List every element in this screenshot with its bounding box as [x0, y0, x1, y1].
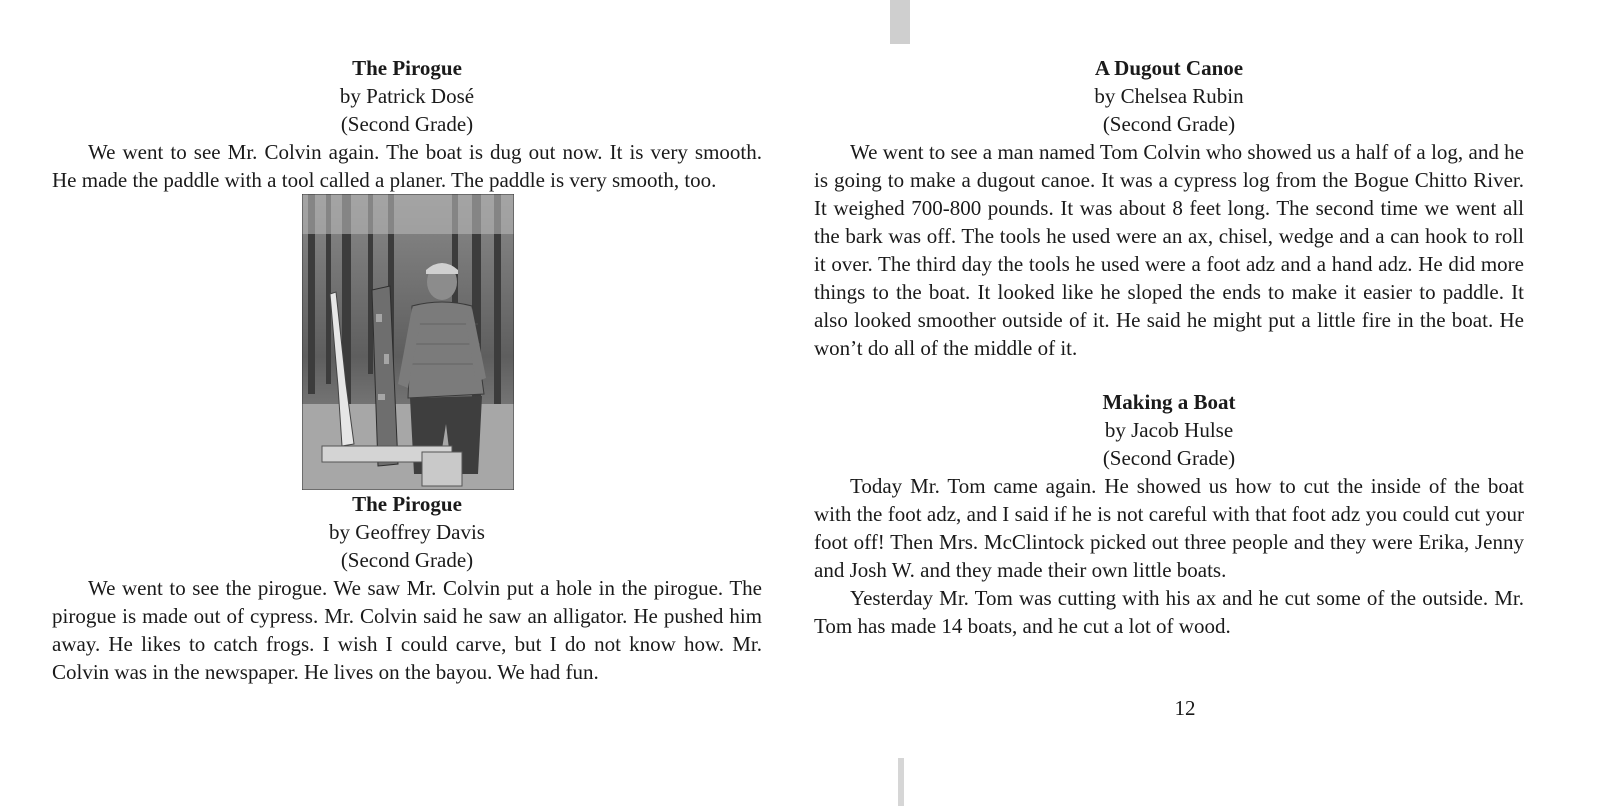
story-title: The Pirogue — [352, 492, 462, 516]
story-grade: (Second Grade) — [1102, 446, 1236, 470]
story-author: by Patrick Dosé — [339, 84, 475, 108]
story-title: A Dugout Canoe — [1094, 56, 1244, 80]
story-author: by Chelsea Rubin — [1094, 84, 1244, 108]
story-title: Making a Boat — [1102, 390, 1236, 414]
left-page — [52, 54, 762, 686]
photo-man-with-paddle-icon — [302, 194, 514, 490]
story-grade: (Second Grade) — [1102, 112, 1236, 136]
photo-figure — [302, 194, 514, 490]
story-author: by Jacob Hulse — [1104, 418, 1234, 442]
story-paragraph: Yesterday Mr. Tom was cutting with his ax and he cut some of the outside. Mr. Tom has made 14 boats, and he cut a lot of wood. — [814, 586, 1524, 638]
binding-shadow-top — [890, 0, 910, 44]
story-paragraph: We went to see Mr. Colvin again. The boat is dug out now. It is very smooth. He made the paddle with a tool called a planer. The paddle is very smooth, too. — [52, 140, 762, 192]
story-grade: (Second Grade) — [340, 548, 474, 572]
story-paragraph: We went to see the pirogue. We saw Mr. Colvin put a hole in the pirogue. The pirogue is made out of cypress. Mr. Colvin said he saw an alligator. He pushed him away. He likes to catch frogs. I wish I could carve, but I do not know how. Mr. Colvin was in the newspaper. He lives on the bayou. We had fun. — [52, 576, 762, 684]
story-spacer — [814, 362, 1524, 388]
story-title: The Pirogue — [352, 56, 462, 80]
story-making-a-boat — [814, 388, 1524, 640]
story-dugout-canoe — [814, 54, 1524, 362]
story-paragraph: We went to see a man named Tom Colvin who showed us a half of a log, and he is going to make a dugout canoe. It was a cypress log from the Bogue Chitto River. It weighed 700-800 pounds. It was about 8 feet long. The second time we went all the bark was off. The tools he used were an ax, chisel, wedge and a can hook to roll it over. The third day the tools he used were a foot adz and a hand adz. He did more things to the boat. It looked like he sloped the ends to make it easier to paddle. It also looked smoother outside of it. He said he might put a little fire in the boat. He won’t do all of the middle of it. — [814, 140, 1524, 360]
story-paragraph: Today Mr. Tom came again. He showed us how to cut the inside of the boat with the foot adz, and I said if he is not careful with that foot adz you could cut your foot off! Then Mrs. McClintock picked out three people and they were Erika, Jenny and Josh W. and they made their own little boats. — [814, 474, 1524, 582]
binding-shadow-bottom — [898, 758, 904, 806]
story-author: by Geoffrey Davis — [329, 520, 485, 544]
right-page — [814, 54, 1524, 640]
page-number: 12 — [1174, 696, 1196, 720]
story-grade: (Second Grade) — [340, 112, 474, 136]
story-pirogue-davis — [52, 490, 762, 686]
story-pirogue-dose — [52, 54, 762, 194]
